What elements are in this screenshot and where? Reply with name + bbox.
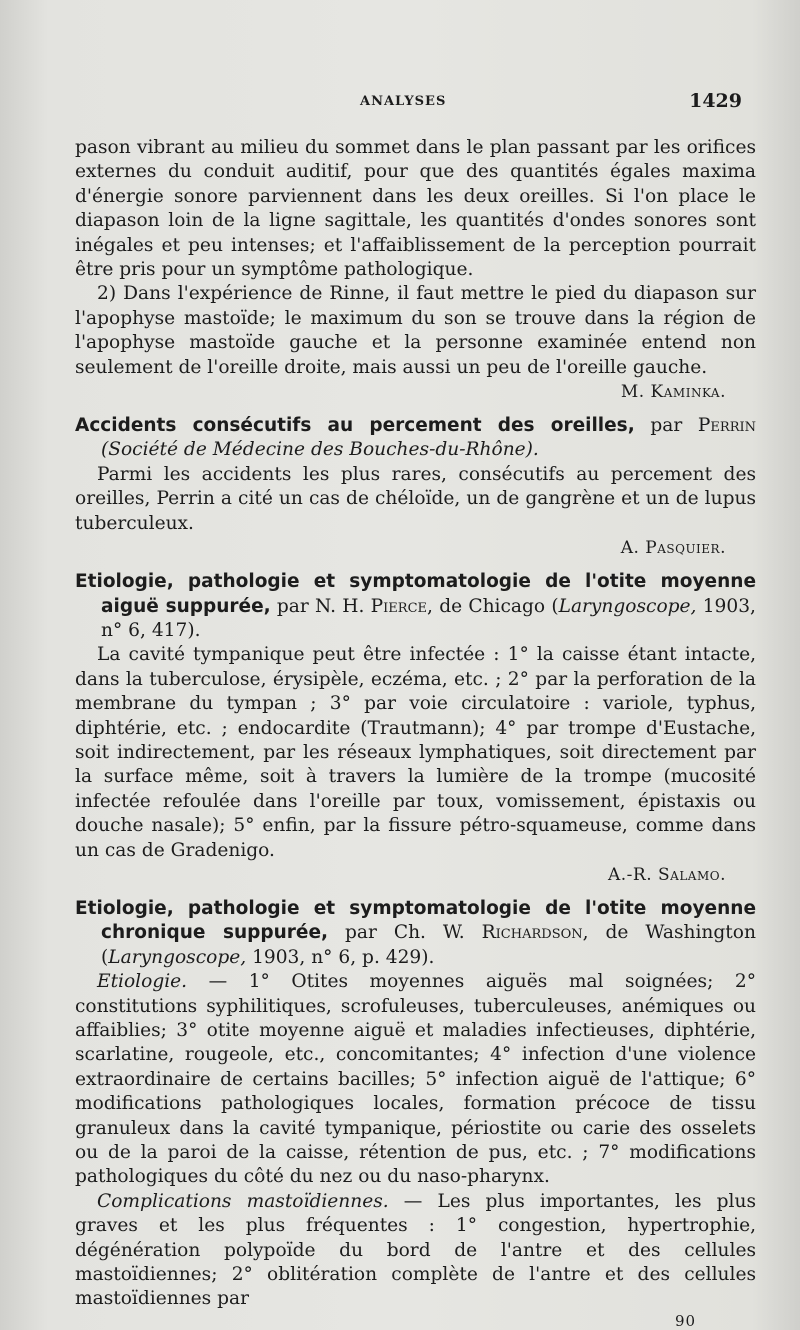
reviewer-initial: A.-R. [607, 864, 653, 885]
reviewer-initial: A. [620, 538, 640, 559]
article-by: par N. H. [276, 595, 365, 617]
article-heading [75, 414, 756, 463]
article-heading [75, 897, 756, 970]
section-label: Complications mastoïdiennes. [97, 1190, 389, 1212]
article-source: (Société de Médecine des Bouches-du-Rhône). [101, 439, 539, 461]
section-text: — 1° Otites moyennes aiguës mal soignées; 2° constitutions syphilitiques, scrofuleuses, tuberculeuses, anémiques ou affaiblies; 3° otite moyenne aiguë et maladies infectieuses, diphtérie, scarlatine, rougeole, etc., concomitantes; 4° infection d'une violence extraordinaire de certains bacilles; 5° infection aiguë de l'attique; 6° modifications pathologiques locales, formation précoce de tissu granuleux dans la cavité tympanique, périostite ou carie des osselets ou de la paroi de la caisse, rétention de pus, etc. ; 7° modifications pathologiques du côté du nez ou du naso-pharynx. [75, 971, 756, 1188]
article-author: Pierce, [370, 595, 433, 617]
running-header [75, 92, 756, 118]
article-author: Richardson, [481, 922, 589, 944]
article-title: Etiologie, pathologie et symptomatologie de l'otite moyenne chronique suppurée, [75, 897, 756, 944]
body-paragraph: La cavité tympanique peut être infectée : 1° la caisse étant intacte, dans la tuberculose, érysipèle, eczéma, etc. ; 2° par la perforation de la membrane du tympan ; 3° par voie circulatoire : variole, typhus, diphtérie, etc. ; endocardite (Trautmann); 4° par trompe d'Eustache, soit indirectement, par les réseaux lymphatiques, soit directement par la surface même, soit à travers la lumière de la trompe (mucosité infectée refoulée dans l'oreille par toux, vomissement, épistaxis ou douche nasale); 5° enfin, par la fissure pétro-squameuse, comme dans un cas de Gradenigo. [75, 644, 756, 861]
article-journal: Laryngoscope, [558, 595, 697, 617]
article-place: de Washington ( [101, 922, 756, 968]
body-paragraph: 2) Dans l'expérience de Rinne, il faut mettre le pied du diapason sur l'apophyse mastoïde; le maximum du son se trouve dans la région de l'apophyse mastoïde gauche et la personne examinée entend non seulement de l'oreille droite, mais aussi un peu de l'oreille gauche. [75, 283, 756, 378]
reviewer-signature [75, 380, 726, 404]
running-title: ANALYSES [360, 94, 447, 109]
reviewer-name: Salamo. [658, 864, 726, 885]
body-paragraph [75, 970, 756, 1190]
article-by: par [650, 415, 683, 437]
article-title: Accidents consécutifs au percement des oreilles, [75, 415, 635, 437]
page-body [75, 136, 756, 1312]
article-author: Perrin [697, 415, 756, 437]
body-paragraph [75, 1190, 756, 1312]
reviewer-name: Kaminka. [650, 382, 726, 403]
section-label: Etiologie. [97, 971, 188, 993]
article-place: de Chicago ( [439, 595, 559, 617]
signature-mark: 90 [675, 1312, 697, 1330]
article-by: par Ch. W. [345, 922, 465, 944]
article-reference: 1903, n° 6, p. 429). [252, 946, 435, 968]
reviewer-initial: M. [620, 382, 645, 403]
reviewer-name: Pasquier. [645, 538, 726, 559]
article-heading [75, 570, 756, 643]
body-paragraph: pason vibrant au milieu du sommet dans le plan passant par les orifices externes du conduit auditif, pour que des quantités égales maxima d'énergie sonore parviennent dans les deux oreilles. Si l'on place le diapason loin de la ligne sagittale, les quantités d'ondes sonores sont inégales et peu intenses; et l'affaiblissement de la perception pourrait être pris pour un symptôme pathologique. [75, 137, 756, 281]
section-text: — Les plus importantes, les plus graves et les plus fréquentes : 1° congestion, hypertrophie, dégénération polypoïde du bord de l'antre et des cellules mastoïdiennes; 2° oblitération complète de l'antre et des cellules mastoïdiennes par [75, 1190, 756, 1310]
article-reference: 1903, n° 6, 417). [101, 595, 756, 641]
reviewer-signature [75, 863, 726, 887]
article-title: Etiologie, pathologie et symptomatologie de l'otite moyenne aiguë suppurée, [75, 571, 756, 617]
page-number: 1429 [689, 90, 742, 112]
article-journal: Laryngoscope, [108, 946, 247, 968]
reviewer-signature [75, 536, 726, 560]
body-paragraph: Parmi les accidents les plus rares, consécutifs au percement des oreilles, Perrin a cité un cas de chéloïde, un de gangrène et un de lupus tuberculeux. [75, 463, 756, 534]
